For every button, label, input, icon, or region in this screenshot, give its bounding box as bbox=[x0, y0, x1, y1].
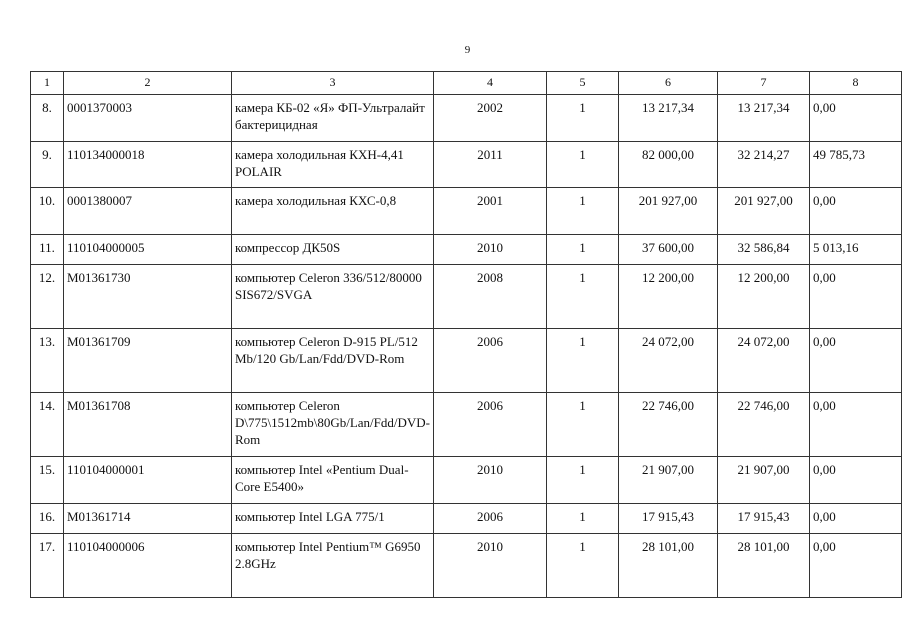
quantity-cell: 1 bbox=[547, 235, 619, 265]
inventory-number-cell: 110104000006 bbox=[64, 534, 232, 598]
year-cell: 2010 bbox=[434, 235, 547, 265]
year-cell: 2006 bbox=[434, 329, 547, 393]
row-number-cell: 17. bbox=[31, 534, 64, 598]
column-header: 7 bbox=[718, 72, 810, 95]
column-header: 6 bbox=[619, 72, 718, 95]
row-number-cell: 13. bbox=[31, 329, 64, 393]
quantity-cell: 1 bbox=[547, 534, 619, 598]
column-header: 4 bbox=[434, 72, 547, 95]
table-row bbox=[31, 188, 902, 235]
year-cell: 2006 bbox=[434, 393, 547, 457]
year-cell: 2008 bbox=[434, 265, 547, 329]
cost-cell: 28 101,00 bbox=[619, 534, 718, 598]
residual-value-cell: 5 013,16 bbox=[810, 235, 902, 265]
row-number-cell: 16. bbox=[31, 504, 64, 534]
item-name-cell: компрессор ДК50S bbox=[232, 235, 434, 265]
depreciation-cell: 22 746,00 bbox=[718, 393, 810, 457]
residual-value-cell: 0,00 bbox=[810, 504, 902, 534]
inventory-number-cell: 0001380007 bbox=[64, 188, 232, 235]
year-cell: 2006 bbox=[434, 504, 547, 534]
page-number: 9 bbox=[464, 44, 471, 56]
row-number-cell: 10. bbox=[31, 188, 64, 235]
item-name-cell: камера холодильная КХН-4,41 POLAIR bbox=[232, 142, 434, 188]
quantity-cell: 1 bbox=[547, 265, 619, 329]
cost-cell: 37 600,00 bbox=[619, 235, 718, 265]
table-row bbox=[31, 457, 902, 504]
item-name-cell: компьютер Intel LGA 775/1 bbox=[232, 504, 434, 534]
depreciation-cell: 24 072,00 bbox=[718, 329, 810, 393]
column-header: 1 bbox=[31, 72, 64, 95]
residual-value-cell: 0,00 bbox=[810, 534, 902, 598]
item-name-cell: компьютер Celeron D\775\1512mb\80Gb/Lan/Fdd/DVD-Rom bbox=[232, 393, 434, 457]
item-name-cell: камера КБ-02 «Я» ФП-Ультралайт бактерицидная bbox=[232, 95, 434, 142]
cost-cell: 13 217,34 bbox=[619, 95, 718, 142]
inventory-number-cell: 110134000018 bbox=[64, 142, 232, 188]
depreciation-cell: 13 217,34 bbox=[718, 95, 810, 142]
quantity-cell: 1 bbox=[547, 188, 619, 235]
residual-value-cell: 0,00 bbox=[810, 265, 902, 329]
year-cell: 2010 bbox=[434, 534, 547, 598]
cost-cell: 82 000,00 bbox=[619, 142, 718, 188]
row-number-cell: 14. bbox=[31, 393, 64, 457]
item-name-cell: компьютер Intel «Pentium Dual-Core E5400» bbox=[232, 457, 434, 504]
depreciation-cell: 28 101,00 bbox=[718, 534, 810, 598]
row-number-cell: 12. bbox=[31, 265, 64, 329]
table-row bbox=[31, 504, 902, 534]
row-number-cell: 9. bbox=[31, 142, 64, 188]
quantity-cell: 1 bbox=[547, 329, 619, 393]
year-cell: 2010 bbox=[434, 457, 547, 504]
cost-cell: 24 072,00 bbox=[619, 329, 718, 393]
depreciation-cell: 32 214,27 bbox=[718, 142, 810, 188]
column-header: 5 bbox=[547, 72, 619, 95]
quantity-cell: 1 bbox=[547, 457, 619, 504]
depreciation-cell: 12 200,00 bbox=[718, 265, 810, 329]
residual-value-cell: 0,00 bbox=[810, 457, 902, 504]
residual-value-cell: 0,00 bbox=[810, 188, 902, 235]
depreciation-cell: 17 915,43 bbox=[718, 504, 810, 534]
column-header: 2 bbox=[64, 72, 232, 95]
depreciation-cell: 32 586,84 bbox=[718, 235, 810, 265]
cost-cell: 201 927,00 bbox=[619, 188, 718, 235]
table-row bbox=[31, 95, 902, 142]
quantity-cell: 1 bbox=[547, 393, 619, 457]
table-row bbox=[31, 534, 902, 598]
inventory-number-cell: 0001370003 bbox=[64, 95, 232, 142]
inventory-number-cell: M01361730 bbox=[64, 265, 232, 329]
residual-value-cell: 49 785,73 bbox=[810, 142, 902, 188]
column-header: 3 bbox=[232, 72, 434, 95]
cost-cell: 12 200,00 bbox=[619, 265, 718, 329]
residual-value-cell: 0,00 bbox=[810, 393, 902, 457]
column-header: 8 bbox=[810, 72, 902, 95]
table-row bbox=[31, 235, 902, 265]
inventory-number-cell: 110104000001 bbox=[64, 457, 232, 504]
item-name-cell: компьютер Intel Pentium™ G6950 2.8GHz bbox=[232, 534, 434, 598]
inventory-number-cell: M01361709 bbox=[64, 329, 232, 393]
table-row bbox=[31, 393, 902, 457]
depreciation-cell: 21 907,00 bbox=[718, 457, 810, 504]
quantity-cell: 1 bbox=[547, 142, 619, 188]
year-cell: 2011 bbox=[434, 142, 547, 188]
cost-cell: 17 915,43 bbox=[619, 504, 718, 534]
table-row bbox=[31, 142, 902, 188]
residual-value-cell: 0,00 bbox=[810, 329, 902, 393]
item-name-cell: компьютер Celeron D-915 PL/512 Mb/120 Gb/Lan/Fdd/DVD-Rom bbox=[232, 329, 434, 393]
inventory-number-cell: M01361714 bbox=[64, 504, 232, 534]
item-name-cell: компьютер Celeron 336/512/80000 SIS672/SVGA bbox=[232, 265, 434, 329]
table-header-row bbox=[31, 72, 902, 95]
row-number-cell: 8. bbox=[31, 95, 64, 142]
table-row bbox=[31, 265, 902, 329]
cost-cell: 21 907,00 bbox=[619, 457, 718, 504]
table-row bbox=[31, 329, 902, 393]
inventory-table bbox=[30, 71, 902, 598]
item-name-cell: камера холодильная КХС-0,8 bbox=[232, 188, 434, 235]
quantity-cell: 1 bbox=[547, 95, 619, 142]
cost-cell: 22 746,00 bbox=[619, 393, 718, 457]
row-number-cell: 11. bbox=[31, 235, 64, 265]
quantity-cell: 1 bbox=[547, 504, 619, 534]
depreciation-cell: 201 927,00 bbox=[718, 188, 810, 235]
residual-value-cell: 0,00 bbox=[810, 95, 902, 142]
inventory-number-cell: M01361708 bbox=[64, 393, 232, 457]
year-cell: 2002 bbox=[434, 95, 547, 142]
inventory-number-cell: 110104000005 bbox=[64, 235, 232, 265]
year-cell: 2001 bbox=[434, 188, 547, 235]
row-number-cell: 15. bbox=[31, 457, 64, 504]
